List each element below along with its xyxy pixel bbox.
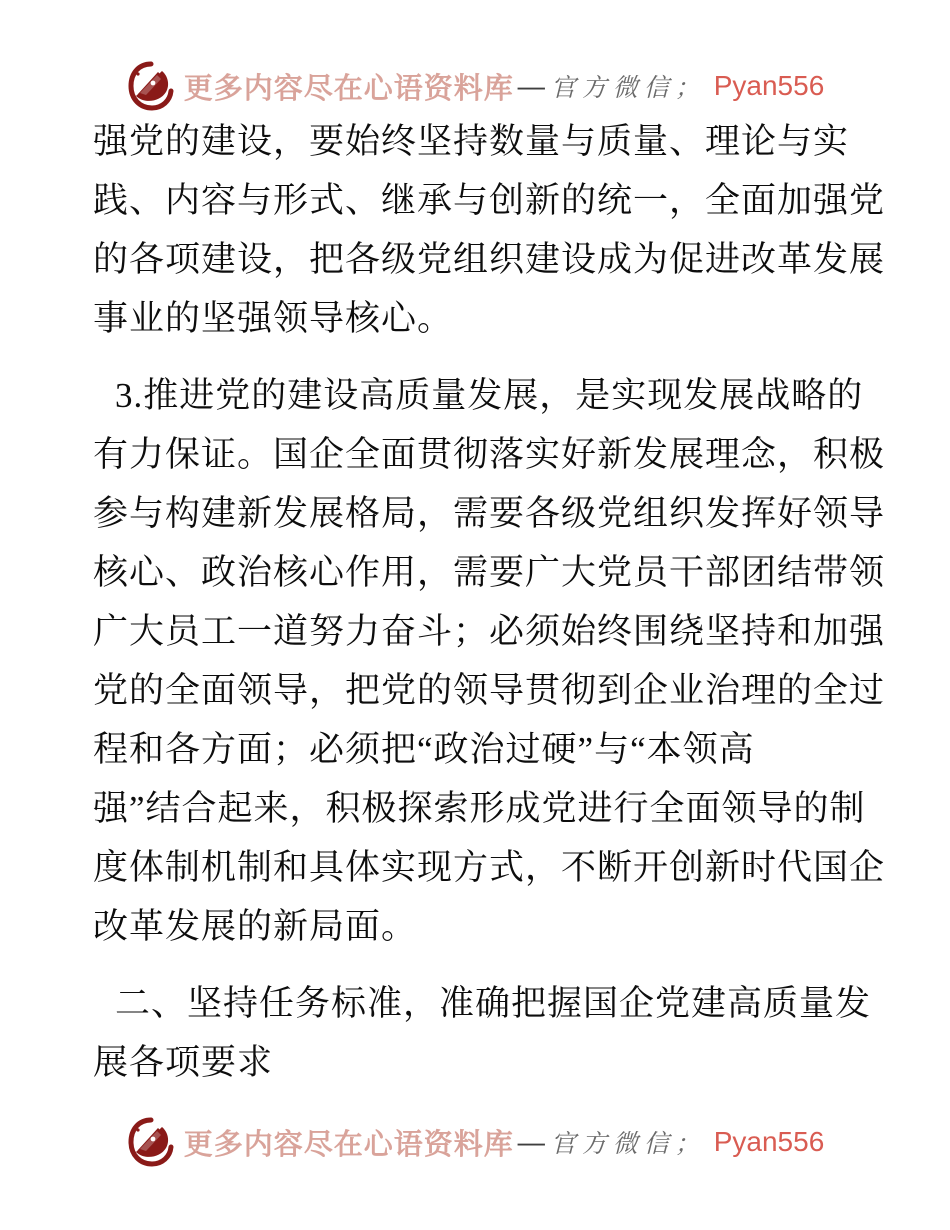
- text-line: 参与构建新发展格局，需要各级党组织发挥好领导: [93, 494, 886, 533]
- watermark-separator: —: [517, 70, 545, 101]
- watermark-label: 官方微信；: [550, 75, 706, 102]
- text-line: 核心、政治核心作用，需要广大党员干部团结带领: [93, 553, 886, 592]
- paragraph: [93, 112, 893, 348]
- text-line: 广大员工一道努力奋斗；必须始终围绕坚持和加强: [93, 612, 886, 651]
- text-line: 强”结合起来，积极探索形成党进行全面领导的制: [93, 789, 866, 828]
- header-watermark: [0, 60, 950, 112]
- watermark-wechat-id: Pyan556: [713, 70, 825, 101]
- watermark-site-text: 更多内容尽在心语资料库: [183, 1128, 514, 1161]
- text-line: 改革发展的新局面。: [93, 907, 418, 946]
- text-line: 二、坚持任务标准，准确把握国企党建高质量发: [115, 984, 872, 1023]
- text-line: 度体制机制和具体实现方式，不断开创新时代国企: [93, 848, 886, 887]
- text-line: 的各项建设，把各级党组织建设成为促进改革发展: [93, 240, 886, 279]
- text-line: 程和各方面；必须把“政治过硬”与“本领高: [93, 730, 755, 769]
- text-line: 展各项要求: [93, 1043, 274, 1082]
- paragraph: [93, 366, 893, 956]
- pen-seal-logo-icon: [126, 1116, 176, 1168]
- pen-seal-logo-icon: [126, 60, 176, 112]
- text-line: 有力保证。国企全面贯彻落实好新发展理念，积极: [93, 435, 886, 474]
- footer-watermark: [0, 1116, 950, 1168]
- text-line: 事业的坚强领导核心。: [93, 299, 454, 338]
- document-body: [93, 112, 893, 1092]
- text-line: 3.推进党的建设高质量发展，是实现发展战略的: [115, 376, 864, 415]
- watermark-label: 官方微信；: [550, 1131, 706, 1158]
- text-line: 党的全面领导，把党的领导贯彻到企业治理的全过: [93, 671, 886, 710]
- watermark-site-text: 更多内容尽在心语资料库: [183, 72, 514, 105]
- text-line: 践、内容与形式、继承与创新的统一，全面加强党: [93, 181, 886, 220]
- text-line: 强党的建设，要始终坚持数量与质量、理论与实: [93, 122, 850, 161]
- watermark-wechat-id: Pyan556: [713, 1126, 825, 1157]
- paragraph: [93, 974, 893, 1092]
- watermark-separator: —: [517, 1126, 545, 1157]
